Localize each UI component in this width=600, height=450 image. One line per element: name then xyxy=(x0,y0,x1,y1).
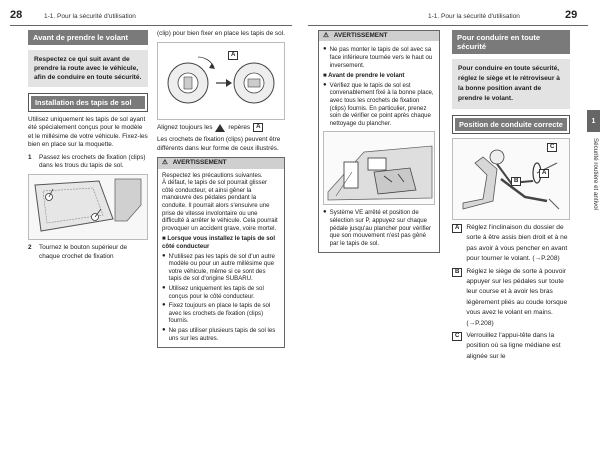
pedal-drawing xyxy=(324,132,436,204)
clip-shape-note: Les crochets de fixation (clips) peuvent être différents dans leur forme de ceux illustrés. xyxy=(157,136,281,152)
bullet-text: Système VE arrêté et position de sélection sur P, appuyez sur chaque pédale jusqu'au plancher pour vérifier que son mouvement n'est pas gêné par le tapis de sol. xyxy=(329,209,432,247)
floor-mat-drawing xyxy=(29,175,147,239)
bullet-icon: ● xyxy=(162,284,166,291)
section-summary: Pour conduire en toute sécurité, réglez le siège et le rétroviseur à la bonne position avant de prendre le volant. xyxy=(452,59,570,109)
warning-bullet xyxy=(162,302,280,325)
section-title-before-driving: Avant de prendre le volant xyxy=(28,30,148,45)
pedal-check-illustration xyxy=(323,131,435,205)
item-tag: B xyxy=(452,268,462,277)
subsection-title: Installation des tapis de sol xyxy=(31,96,145,109)
callout-tag-c: C xyxy=(547,143,557,152)
bullet-text: Ne pas utiliser plusieurs tapis de sol les uns sur les autres. xyxy=(168,326,276,342)
warning-icon: ⚠ xyxy=(162,159,168,167)
warning-para: À défaut, le tapis de sol pourrait glisser côté conducteur, et ainsi gêner la manœuvre des pédales pendant la conduite. Il pourrait alors s'ensuivre une prise de vitesse involontaire ou une difficulté à arrêter le véhicule. Cela pourrait provoquer un accident grave, voire mortel. xyxy=(162,179,278,232)
column-2 xyxy=(157,30,285,352)
bullet-icon: ● xyxy=(323,209,327,216)
clip-illustration xyxy=(157,42,285,120)
item-text: Réglez l'inclinaison du dossier de sorte à être assis bien droit et à ne pas avoir à vous pencher en avant pour tourner le volant. (→P.208) xyxy=(466,224,568,263)
warning-bullet xyxy=(162,327,280,342)
callout-tag-a: A xyxy=(228,51,238,60)
chapter-tab: 1 xyxy=(587,110,600,132)
section-summary: Respectez ce qui suit avant de prendre la route avec le véhicule, afin de conduire en toute sécurité. xyxy=(28,50,148,87)
adjust-item-c xyxy=(452,331,570,362)
warning-box-1 xyxy=(157,157,285,348)
caption-suffix: repères xyxy=(228,123,251,131)
caption-prefix: Alignez toujours les xyxy=(157,123,213,131)
warning-title: AVERTISSEMENT xyxy=(172,159,227,167)
warning-box-2 xyxy=(318,30,440,253)
warning-header xyxy=(319,31,439,41)
warning-icon: ⚠ xyxy=(323,32,329,39)
right-page-number: 29 xyxy=(565,9,578,21)
floor-mat-intro: Utilisez uniquement les tapis de sol ayant été spécialement conçus pour le modèle et le millésime de votre véhicule. Fixez-les bien en place sur la moquette. xyxy=(28,116,148,149)
subsection-driving-position xyxy=(452,115,570,134)
step-2-continued: (clip) pour bien fixer en place les tapis de sol. xyxy=(157,30,285,37)
bullet-text: Fixez toujours en place le tapis de sol avec les crochets de fixation (clips) fournis. xyxy=(168,302,271,325)
bullet-icon: ● xyxy=(323,81,327,88)
right-header-rule xyxy=(308,25,588,26)
caption-tag-a: A xyxy=(253,123,263,132)
warning-bullet xyxy=(323,209,435,247)
column-4 xyxy=(452,30,570,364)
step-text: Tournez le bouton supérieur de chaque crochet de fixation xyxy=(39,244,128,260)
subsection-title: Position de conduite correcte xyxy=(455,118,567,131)
warning-bullet xyxy=(323,82,435,128)
warning-subtitle: ■ Lorsque vous installez le tapis de sol côté conducteur xyxy=(162,235,276,250)
bullet-text: N'utilisez pas les tapis de sol d'un autre modèle ou pour un autre millésime que votre véhicule, même si ce sont des tapis de sol d'origine SUBARU. xyxy=(168,252,275,283)
warning-subtitle-text: Lorsque vous installez le tapis de sol côté conducteur xyxy=(162,235,276,250)
section-title-safe-driving: Pour conduire en toute sécurité xyxy=(452,30,570,54)
warning-subtitle: ■ Avant de prendre le volant xyxy=(323,72,405,80)
warning-header xyxy=(158,158,284,168)
bullet-text: Ne pas monter le tapis de sol avec sa face inférieure tournée vers le haut ou inversement. xyxy=(329,46,433,69)
floor-mat-illustration xyxy=(28,174,148,240)
driving-position-illustration xyxy=(452,138,570,220)
bullet-icon: ● xyxy=(162,252,166,259)
left-page-number: 28 xyxy=(10,9,23,21)
step-1 xyxy=(28,154,148,171)
item-text: Verrouillez l'appui-tête dans la position où sa ligne médiane est alignée sur le xyxy=(466,332,561,360)
image-caption xyxy=(157,123,285,132)
item-tag: A xyxy=(452,224,462,233)
column-3 xyxy=(318,30,440,257)
right-page-title: 1-1. Pour la sécurité d'utilisation xyxy=(428,13,520,20)
left-header-rule xyxy=(10,25,292,26)
adjust-item-b xyxy=(452,267,570,329)
step-number: 2 xyxy=(28,244,32,252)
step-text: Passez les crochets de fixation (clips) dans les trous du tapis de sol. xyxy=(39,153,146,170)
triangle-mark-icon xyxy=(215,124,225,132)
callout-tag-a: A xyxy=(539,169,549,178)
bullet-text: Utilisez uniquement les tapis de sol conçus pour le côté conducteur. xyxy=(168,284,264,300)
adjust-item-a xyxy=(452,223,570,265)
column-1 xyxy=(28,30,148,264)
chapter-title-vertical: Sécurité routière et antivol xyxy=(592,138,599,210)
item-tag: C xyxy=(452,332,462,341)
step-number: 1 xyxy=(28,153,32,161)
warning-bullet xyxy=(162,253,280,283)
warning-body xyxy=(158,169,284,347)
warning-bullet xyxy=(323,46,435,69)
warning-title: AVERTISSEMENT xyxy=(333,32,388,39)
subsection-floor-mats xyxy=(28,93,148,112)
callout-tag-b: B xyxy=(511,177,521,186)
bullet-icon: ● xyxy=(162,326,166,333)
bullet-text: Vérifiez que le tapis de sol est convenablement fixé à la bonne place, avec tous les crochets de fixation (clips) fournis. En particulier, prenez soin de vérifier ce point après chaque nettoyage du plancher. xyxy=(329,81,434,127)
warning-bullet xyxy=(162,285,280,300)
bullet-icon: ● xyxy=(323,46,327,53)
clip-drawing xyxy=(158,43,284,119)
left-page-title: 1-1. Pour la sécurité d'utilisation xyxy=(44,13,136,20)
warning-intro: Respectez les précautions suivantes. xyxy=(162,171,263,179)
warning-subtitle-text: Avant de prendre le volant xyxy=(328,72,405,80)
step-2 xyxy=(28,244,148,261)
warning-body xyxy=(319,41,439,252)
bullet-icon: ● xyxy=(162,302,166,309)
item-text: Réglez le siège de sorte à pouvoir appuyer sur les pédales sur toute leur course et à avoir les bras légèrement pliés au coude lorsque vous avez le volant en mains. (→P.208) xyxy=(466,267,568,327)
